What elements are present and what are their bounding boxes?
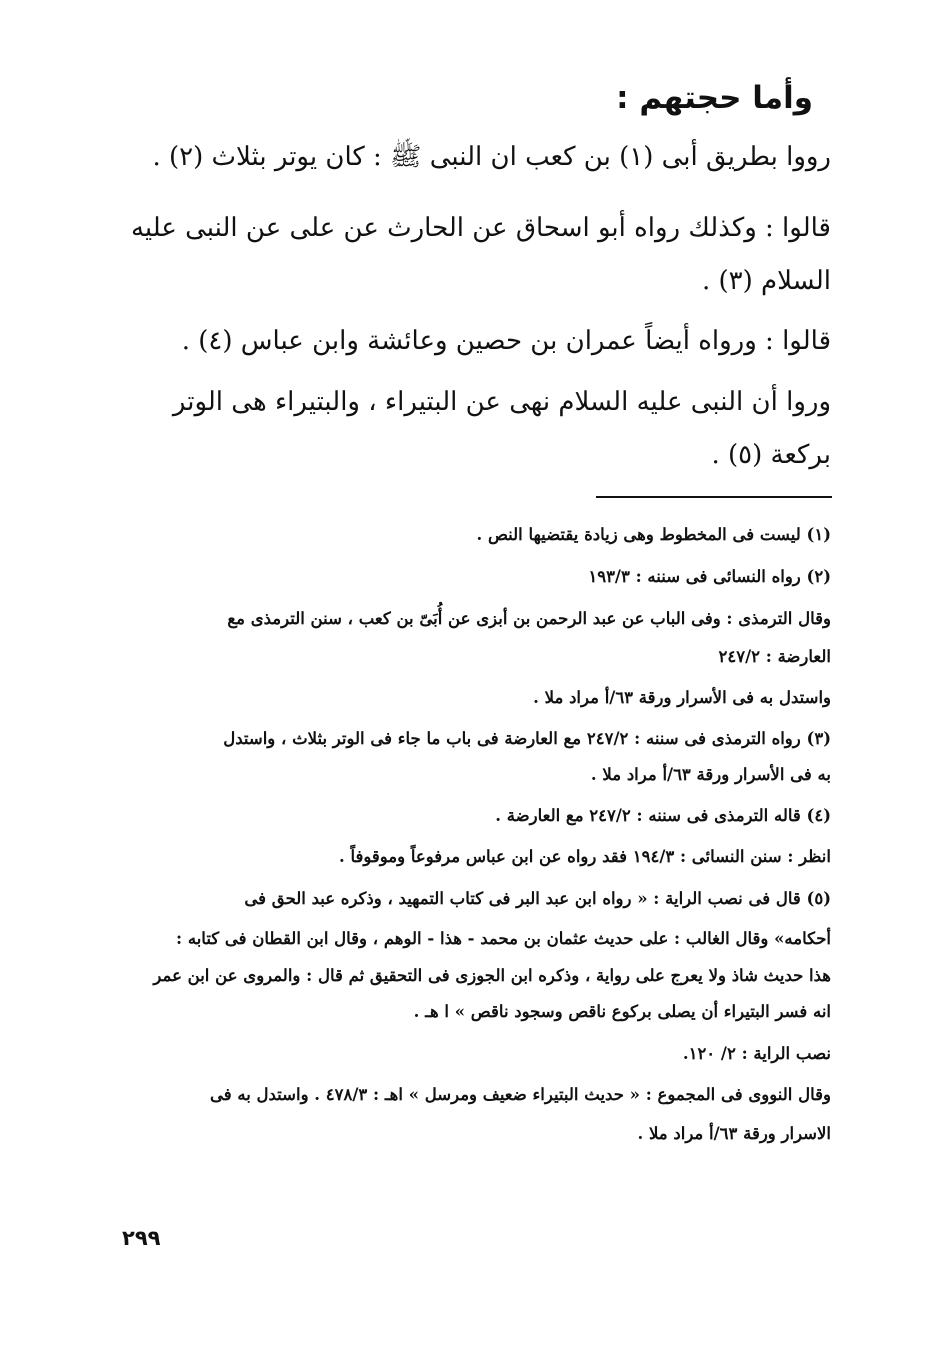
main-text-line: السلام (٣) . [701,266,831,296]
footnote-line: انظر : سنن النسائى : ١٩٤/٣ فقد رواه عن ابن عباس مرفوعاً وموقوفاً . [338,847,831,866]
footnote-line: نصب الراية : ٢/ ١٢٠. [682,1044,831,1063]
main-text-line: قالوا : ورواه أيضاً عمران بن حصين وعائشة وابن عباس (٤) . [181,326,831,356]
footnote-separator [596,496,832,498]
footnote-line: (١) ليست فى المخطوط وهى زيادة يقتضيها النص . [476,525,831,544]
footnote-line: وقال النووى فى المجموع : « حديث البتيراء ضعيف ومرسل » اهـ : ٤٧٨/٣ . واستدل به فى [209,1085,831,1104]
footnote-line: (٤) قاله الترمذى فى سننه : ٢٤٧/٢ مع العارضة . [495,806,831,825]
page-number: ٢٩٩ [122,1226,161,1250]
footnote-line: الاسرار ورقة ٦٣/أ مراد ملا . [637,1124,831,1143]
main-text-line: وروا أن النبى عليه السلام نهى عن البتيراء ، والبتيراء هى الوتر [172,387,831,417]
section-heading: وأما حجتهم : [616,80,813,116]
footnote-line: انه فسر البتيراء أن يصلى بركوع ناقص وسجود ناقص » ا هـ . [413,1002,831,1021]
main-text-line: بركعة (٥) . [711,440,831,470]
footnote-line: (٥) قال فى نصب الراية : « رواه ابن عبد البر فى كتاب التمهيد ، وذكره عبد الحق فى [244,889,831,908]
footnote-line: وقال الترمذى : وفى الباب عن عبد الرحمن بن أبزى عن أُبَىّ بن كعب ، سنن الترمذى مع [227,609,831,628]
main-text-line: قالوا : وكذلك رواه أبو اسحاق عن الحارث عن على عن النبى عليه [130,213,831,243]
footnote-line: به فى الأسرار ورقة ٦٣/أ مراد ملا . [590,765,831,784]
footnote-line: واستدل به فى الأسرار ورقة ٦٣/أ مراد ملا . [533,688,831,707]
footnote-line: (٣) رواه الترمذى فى سننه : ٢٤٧/٢ مع العارضة فى باب ما جاء فى الوتر بثلاث ، واستدل [223,729,831,748]
footnote-line: العارضة : ٢٤٧/٢ [718,647,831,666]
footnote-line: (٢) رواه النسائى فى سننه : ١٩٣/٣ [588,567,831,586]
footnote-line: أحكامه» وقال الغالب : على حديث عثمان بن محمد - هذا - الوهم ، وقال ابن القطان فى كتابه : [176,929,831,948]
main-text-line: رووا بطريق أبى (١) بن كعب ان النبى ﷺ : كان يوتر بثلاث (٢) . [152,142,831,172]
footnote-line: هذا حديث شاذ ولا يعرج على رواية ، وذكره ابن الجوزى فى التحقيق ثم قال : والمروى عن ابن عمر [153,966,831,985]
